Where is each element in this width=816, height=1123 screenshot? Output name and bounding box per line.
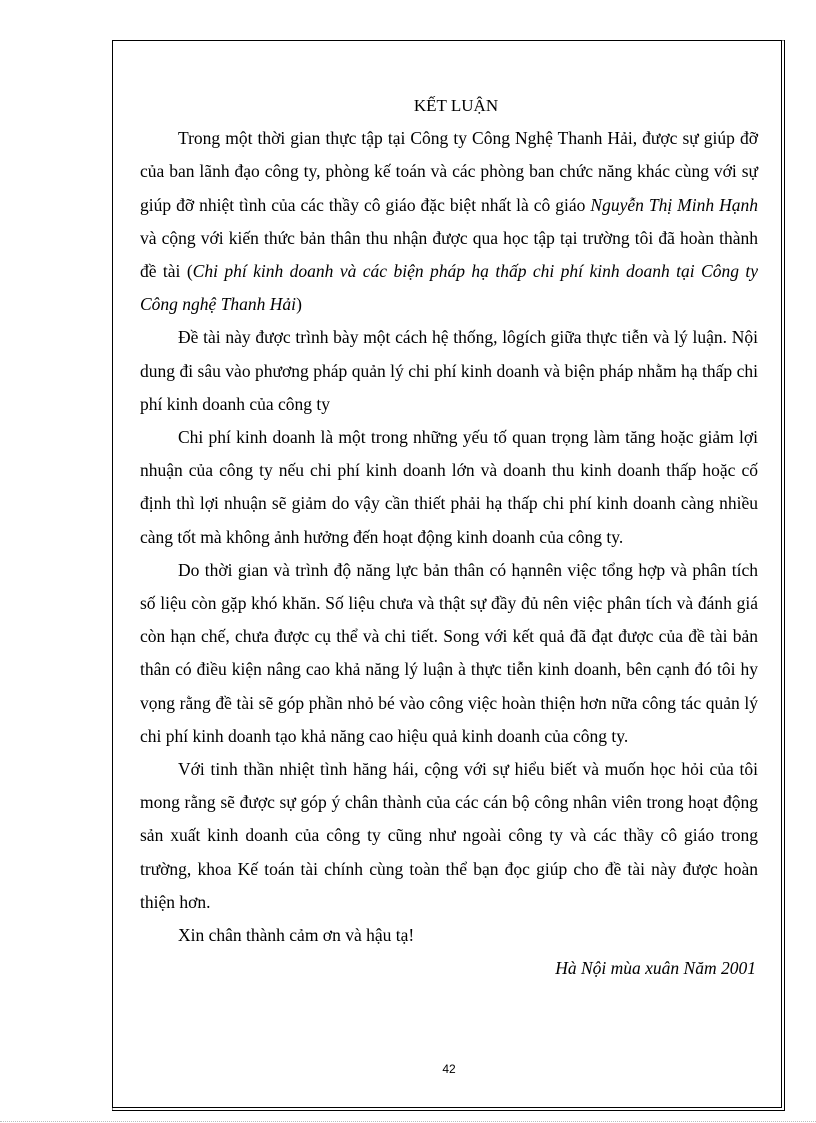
signature-line: Hà Nội mùa xuân Năm 2001 [555,958,756,979]
page-separator [0,1121,816,1122]
paragraph-1 [140,122,758,321]
paragraph-4: Do thời gian và trình độ năng lực bản thân có hạnnên việc tổng hợp và phân tích số liệu còn gặp khó khăn. Số liệu chưa và thật sự đầy đủ nên việc phân tích và đánh giá còn hạn chế, chưa được cụ thể và chi tiết. Song với kết quả đã đạt được của đề tài bản thân có điều kiện nâng cao khả năng lý luận à thực tiễn kinh doanh, bên cạnh đó tôi hy vọng rằng đề tài sẽ góp phần nhỏ bé vào công việc hoàn thiện hơn nữa công tác quản lý chi phí kinh doanh tạo khả năng cao hiệu quả kinh doanh của công ty. [140,559,758,746]
paragraph-6: Xin chân thành cảm ơn và hậu tạ! [178,925,415,946]
paragraph-1-text-b: và cộng với kiến thức bản thân thu nhận được qua học tập tại trường tôi đã hoàn thành đề tài ( [140,227,758,282]
page-number: 42 [442,1062,456,1076]
thesis-topic: Chi phí kinh doanh và các biện pháp hạ thấp chi phí kinh doanh tại Công ty Công nghệ Thanh Hải [140,261,758,315]
paragraph-2: Đề tài này được trình bày một cách hệ thống, lôgích giữa thực tiễn và lý luận. Nội dung đi sâu vào phương pháp quản lý chi phí kinh doanh và biện pháp nhằm hạ thấp chi phí kinh doanh của công ty [140,327,758,414]
paragraph-5: Với tinh thần nhiệt tình hăng hái, cộng với sự hiểu biết và muốn học hỏi của tôi mong rằng sẽ được sự góp ý chân thành của các cán bộ công nhân viên trong hoạt động sản xuất kinh doanh của công ty cũng như ngoài công ty và các thầy cô giáo trong trường, khoa Kế toán tài chính cùng toàn thể bạn đọc giúp cho đề tài này được hoàn thiện hơn. [140,759,758,912]
document-body [140,89,758,985]
page-title: KẾT LUẬN [413,96,499,115]
paragraph-3: Chi phí kinh doanh là một trong những yếu tố quan trọng làm tăng hoặc giảm lợi nhuận của công ty nếu chi phí kinh doanh lớn và doanh thu kinh doanh thấp hoặc cố định thì lợi nhuận sẽ giảm do vậy cần thiết phải hạ thấp chi phí kinh doanh càng nhiều càng tốt mà không ảnh hưởng đến hoạt động kinh doanh của công ty. [140,427,758,547]
paragraph-1-text-a: Trong một thời gian thực tập tại Công ty Công Nghệ Thanh Hải, được sự giúp đỡ của ban lãnh đạo công ty, phòng kế toán và các phòng ban chức năng khác cùng với sự giúp đỡ nhiệt tình của các thầy cô giáo đặc biệt nhất là cô giáo [140,128,758,215]
paragraph-1-text-c: ) [296,294,302,315]
teacher-name: Nguyễn Thị Minh Hạnh [590,194,758,215]
